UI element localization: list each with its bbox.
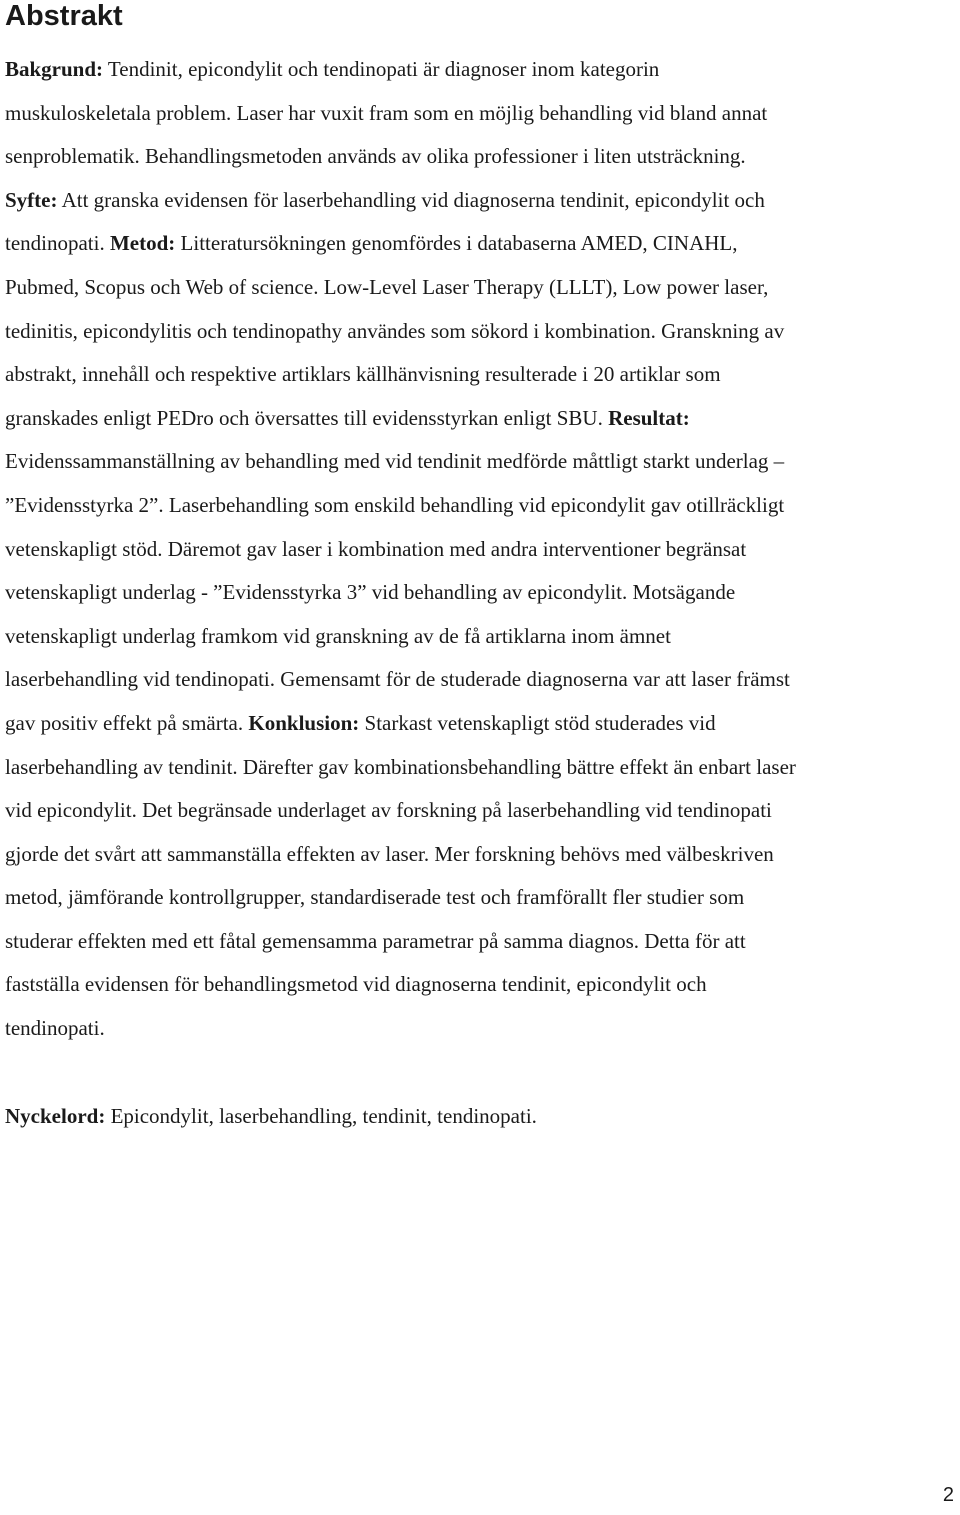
abstract-text: abstrakt, innehåll och respektive artiklars källhänvisning resulterade i 20 artiklar som: [5, 362, 721, 387]
section-label: Bakgrund:: [5, 57, 104, 81]
abstract-line: [5, 92, 957, 136]
abstract-text: Pubmed, Scopus och Web of science. Low-Level Laser Therapy (LLLT), Low power laser,: [5, 274, 769, 299]
abstract-line: [5, 179, 957, 223]
abstract-body: [5, 48, 957, 1051]
abstract-text: Litteratursökningen genomfördes i databaserna AMED, CINAHL,: [175, 231, 738, 256]
abstract-text: Att granska evidensen för laserbehandling vid diagnoserna tendinit, epicondylit och: [57, 187, 765, 212]
abstract-line: [5, 135, 957, 179]
section-label: Syfte:: [5, 187, 58, 212]
abstract-line: [5, 440, 957, 484]
abstract-line: [5, 876, 957, 920]
keywords-text: Epicondylit, laserbehandling, tendinit, tendinopati.: [105, 1104, 537, 1128]
abstract-line: [5, 310, 957, 354]
abstract-text: fastställa evidensen för behandlingsmetod vid diagnoserna tendinit, epicondylit och: [5, 972, 707, 997]
abstract-text: ”Evidensstyrka 2”. Laserbehandling som enskild behandling vid epicondylit gav otillräckligt: [5, 492, 785, 517]
abstract-line: [5, 528, 957, 572]
abstract-text: vid epicondylit. Det begränsade underlaget av forskning på laserbehandling vid tendinopati: [5, 798, 772, 823]
abstract-text: gav positiv effekt på smärta.: [5, 710, 249, 735]
abstract-line: [5, 48, 957, 92]
abstract-text: Evidenssammanställning av behandling med vid tendinit medförde måttligt starkt underlag –: [5, 449, 785, 474]
abstract-line: [5, 397, 957, 441]
abstract-line: [5, 963, 957, 1007]
section-label: Metod:: [109, 231, 176, 256]
abstract-text: metod, jämförande kontrollgrupper, standardiserade test och framförallt fler studier som: [5, 885, 745, 910]
abstract-line: [5, 222, 957, 266]
abstract-text: muskuloskeletala problem. Laser har vuxit fram som en möjlig behandling vid bland annat: [5, 100, 768, 125]
abstract-text: tendinopati.: [5, 231, 110, 256]
abstract-text: tendinopati.: [5, 1016, 105, 1041]
abstract-text: Tendinit, epicondylit och tendinopati är diagnoser inom kategorin: [103, 57, 660, 81]
keywords-label: Nyckelord:: [5, 1104, 106, 1128]
section-label: Konklusion:: [248, 710, 360, 735]
abstract-text: laserbehandling av tendinit. Därefter gav kombinationsbehandling bättre effekt än enbart laser: [5, 754, 796, 779]
abstract-line: [5, 658, 957, 702]
abstract-line: [5, 484, 957, 528]
abstract-line: [5, 833, 957, 877]
abstract-line: [5, 746, 957, 790]
abstract-line: [5, 266, 957, 310]
abstract-line: [5, 353, 957, 397]
abstract-text: Starkast vetenskapligt stöd studerades vid: [359, 710, 716, 735]
abstract-line: [5, 789, 957, 833]
abstract-text: laserbehandling vid tendinopati. Gemensamt för de studerade diagnoserna var att laser främst: [5, 667, 790, 692]
abstract-text: granskades enligt PEDro och översattes till evidensstyrkan enligt SBU.: [5, 405, 609, 430]
abstract-text: studerar effekten med ett fåtal gemensamma parametrar på samma diagnos. Detta för att: [5, 928, 746, 953]
abstract-text: senproblematik. Behandlingsmetoden används av olika professioner i liten utsträckning.: [5, 144, 746, 169]
section-label: Resultat:: [608, 405, 690, 430]
abstract-line: [5, 920, 957, 964]
abstract-line: [5, 702, 957, 746]
abstract-text: vetenskapligt underlag - ”Evidensstyrka 3” vid behandling av epicondylit. Motsägande: [5, 580, 736, 605]
abstract-line: [5, 1007, 957, 1051]
abstract-line: [5, 571, 957, 615]
abstract-text: tedinitis, epicondylitis och tendinopathy användes som sökord i kombination. Granskning av: [5, 318, 785, 343]
abstract-line: [5, 615, 957, 659]
abstract-text: vetenskapligt stöd. Däremot gav laser i kombination med andra interventioner begränsat: [5, 536, 747, 561]
page-title: Abstrakt: [5, 0, 123, 32]
abstract-text: vetenskapligt underlag framkom vid granskning av de få artiklarna inom ämnet: [5, 623, 671, 648]
page-number: 2: [942, 1484, 954, 1506]
keywords-paragraph: [5, 1095, 537, 1139]
abstract-text: gjorde det svårt att sammanställa effekten av laser. Mer forskning behövs med välbeskriven: [5, 841, 774, 866]
